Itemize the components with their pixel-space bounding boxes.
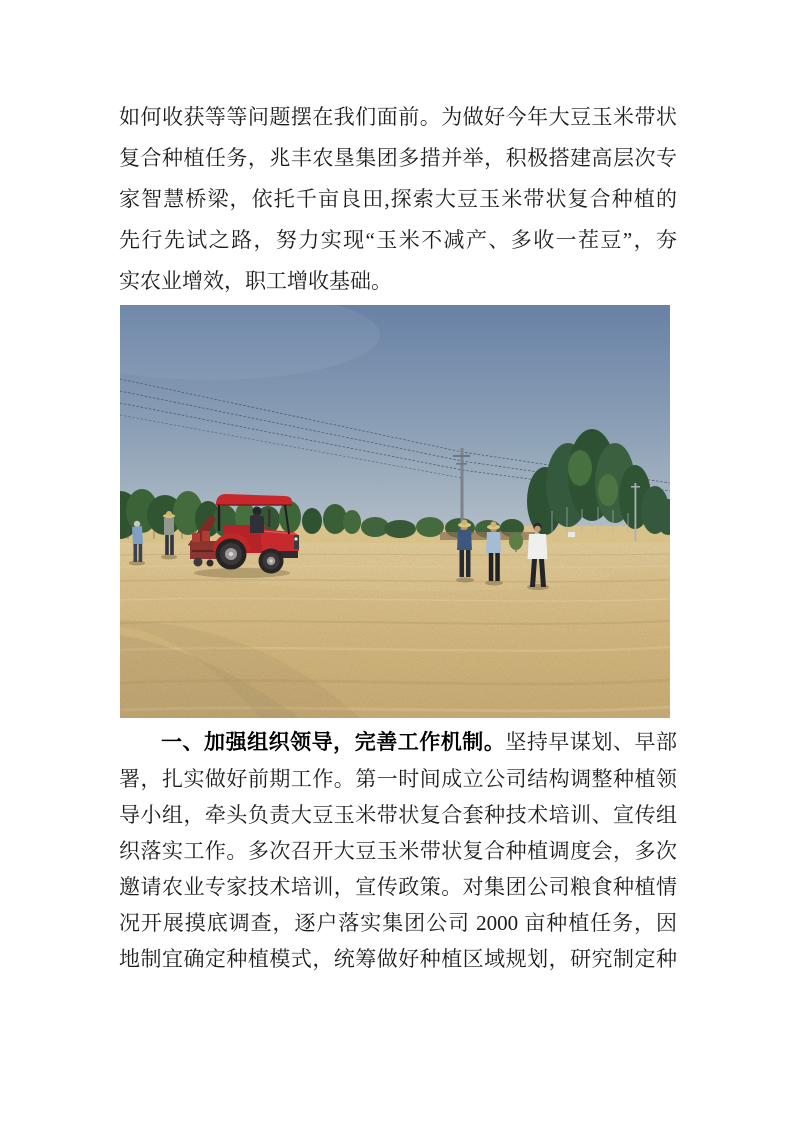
text-line: 署，扎实做好前期工作。第一时间成立公司结构调整种植领 — [119, 767, 677, 791]
text-line: 况开展摸底调查，逐户落实集团公司 2000 亩种植任务，因 — [119, 911, 677, 935]
text-line: 邀请农业专家技术培训，宣传政策。对集团公司粮食种植情 — [119, 875, 677, 899]
text-line: 先行先试之路，努力实现“玉米不减产、多收一茬豆”，夯 — [119, 228, 677, 252]
text-line — [119, 724, 677, 761]
text-run: 坚持早谋划、早部 — [505, 730, 678, 754]
section-heading: 一、加强组织领导，完善工作机制。 — [161, 731, 506, 754]
text-line: 复合种植任务，兆丰农垦集团多措并举，积极搭建高层次专 — [119, 146, 677, 170]
text-line: 家智慧桥梁，依托千亩良田,探索大豆玉米带状复合种植的 — [119, 187, 677, 211]
text-line: 织落实工作。多次召开大豆玉米带状复合种植调度会，多次 — [119, 839, 677, 863]
paragraph-1 — [119, 97, 677, 302]
text-line: 地制宜确定种植模式，统筹做好种植区域规划，研究制定种 — [119, 947, 677, 971]
field-photo-graphic — [120, 305, 670, 718]
text-line: 导小组，牵头负责大豆玉米带状复合套种技术培训、宣传组 — [119, 803, 677, 827]
text-line: 如何收获等等问题摆在我们面前。为做好今年大豆玉米带状 — [119, 105, 677, 129]
field-photo — [120, 305, 670, 718]
text-line: 实农业增效，职工增收基础。 — [119, 269, 392, 293]
paragraph-2 — [119, 724, 677, 977]
